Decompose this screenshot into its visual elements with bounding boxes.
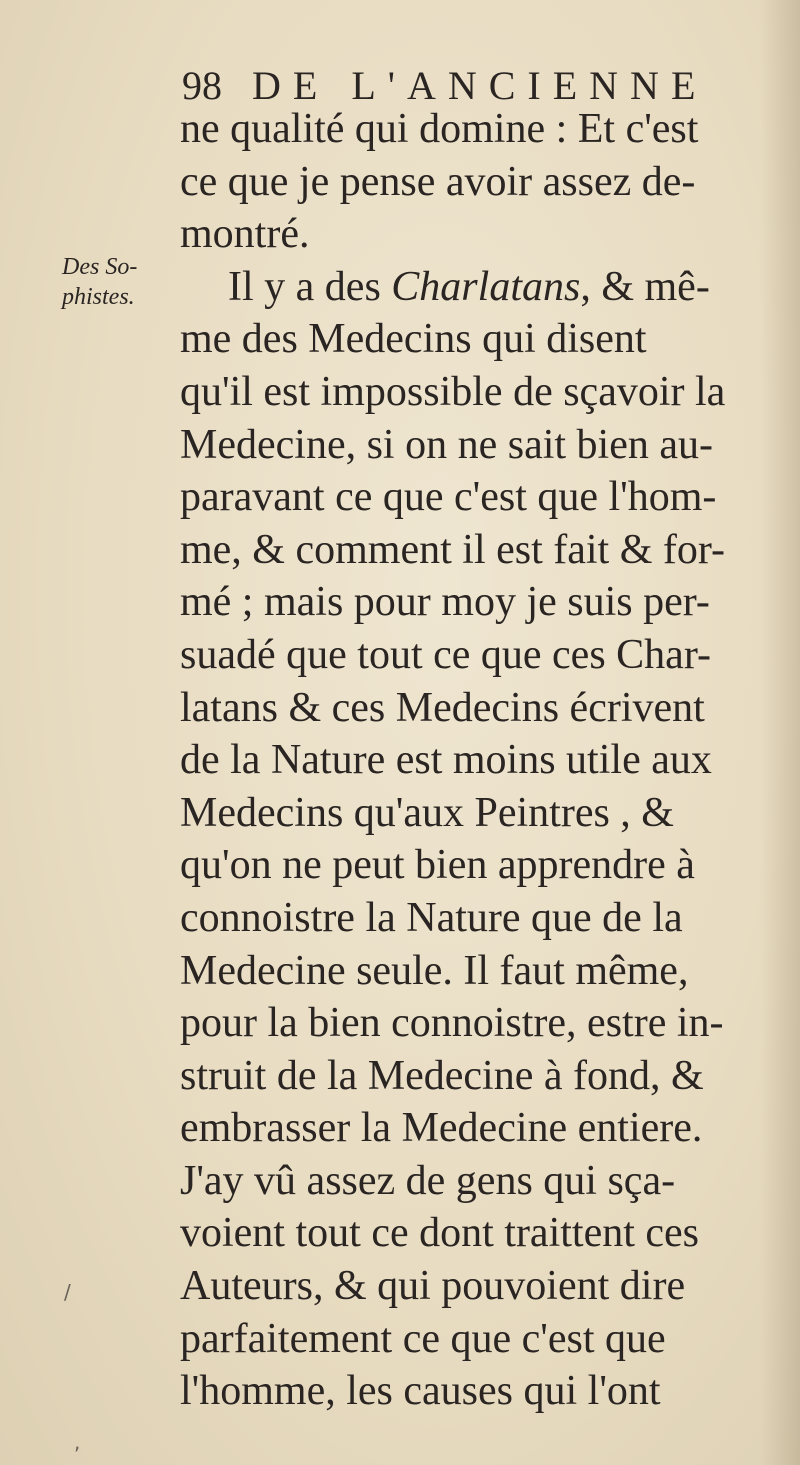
- text-line: J'ay vû assez de gens qui sça-: [180, 1157, 676, 1204]
- running-header: [182, 62, 707, 109]
- page-number: 98: [182, 63, 222, 108]
- marginal-note-line: Des So-: [62, 254, 138, 280]
- running-title: DE L'ANCIENNE: [252, 63, 708, 108]
- text-line: de la Nature est moins utile aux: [180, 737, 712, 784]
- italic-term: Charlatans: [391, 263, 581, 310]
- text-line: voient tout ce dont traittent ces: [180, 1210, 700, 1257]
- text-line: me des Medecins qui disent: [180, 316, 647, 363]
- text-line: ce que je pense avoir assez de-: [180, 158, 696, 205]
- marginal-note-line: phistes.: [62, 284, 135, 310]
- text-line: qu'il est impossible de sçavoir la: [180, 368, 726, 415]
- marginal-note: [62, 252, 172, 312]
- pencil-mark: /: [64, 1280, 71, 1304]
- page-edge-shadow: [760, 0, 800, 1465]
- text-line: paravant ce que c'est que l'hom-: [180, 474, 717, 521]
- text-line: struit de la Medecine à fond, &: [180, 1052, 704, 1099]
- text-line: connoistre la Nature que de la: [180, 894, 683, 941]
- text-line: latans & ces Medecins écrivent: [180, 684, 705, 731]
- text-line: qu'on ne peut bien apprendre à: [180, 842, 695, 889]
- text-line: Medecine, si on ne sait bien au-: [180, 421, 713, 468]
- text-line: Auteurs, & qui pouvoient dire: [180, 1263, 686, 1310]
- text-line: pour la bien connoistre, estre in-: [180, 1000, 724, 1047]
- text-line: Medecine seule. Il faut même,: [180, 947, 689, 994]
- text-line: suadé que tout ce que ces Char-: [180, 631, 711, 678]
- text-line: parfaitement ce que c'est que: [180, 1315, 666, 1362]
- text-line: Medecins qu'aux Peintres , &: [180, 789, 674, 836]
- text-line: embrasser la Medecine entiere.: [180, 1105, 703, 1152]
- text-line: l'homme, les causes qui l'ont: [180, 1368, 661, 1415]
- text-line: ne qualité qui domine : Et c'est: [180, 106, 699, 152]
- pencil-mark: ,: [74, 1430, 81, 1454]
- body-text: [180, 103, 765, 1418]
- text-line: montré.: [180, 211, 310, 258]
- paragraph-start-line: [180, 261, 765, 314]
- text-line: mé ; mais pour moy je suis per-: [180, 579, 710, 626]
- text-segment: Il y a des: [228, 263, 392, 310]
- text-segment: , & mê-: [580, 263, 710, 310]
- text-line: me, & comment il est fait & for-: [180, 526, 726, 573]
